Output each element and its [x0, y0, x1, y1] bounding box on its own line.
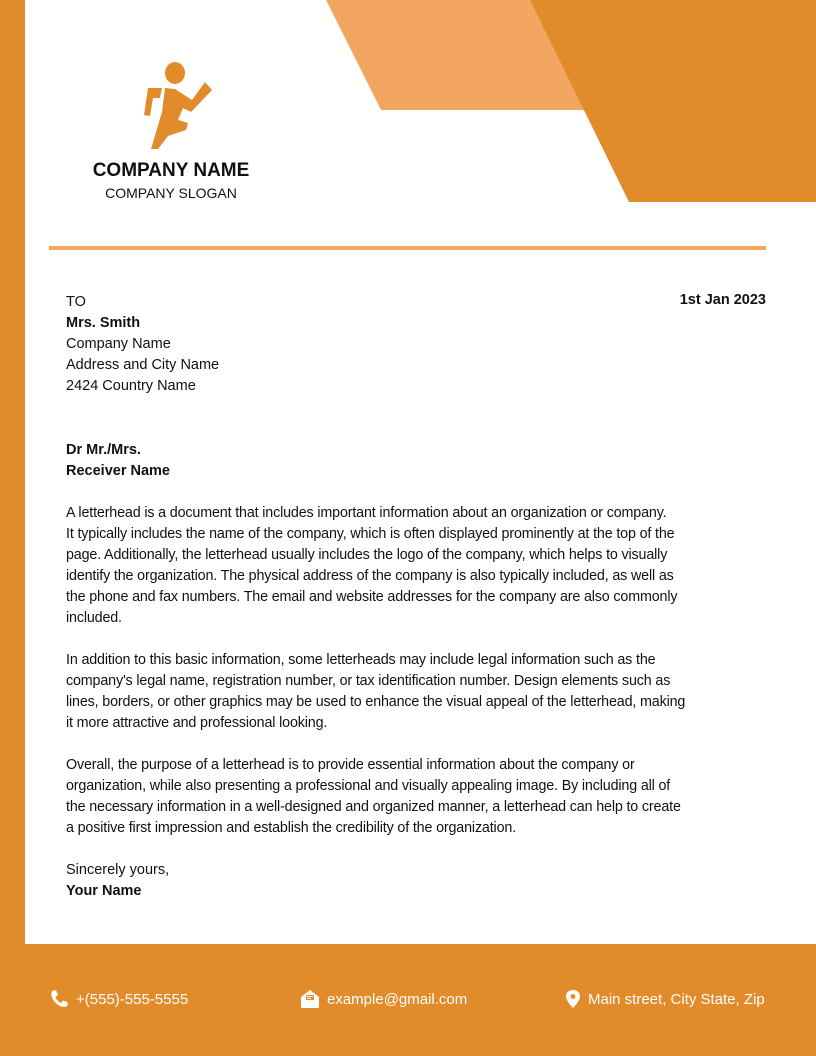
- body-line: page. Additionally, the letterhead usually includes the logo of the company, which helps to visually: [66, 547, 668, 563]
- body-line: it more attractive and professional looking.: [66, 715, 328, 731]
- recipient-company: Company Name: [66, 336, 171, 352]
- phone-text: +(555)-555-5555: [76, 990, 189, 1008]
- recipient-name: Mrs. Smith: [66, 315, 141, 331]
- body-line: identify the organization. The physical address of the company is also typically included, as well as: [66, 568, 674, 584]
- recipient-address: Address and City Name: [66, 357, 220, 373]
- letter-date: 1st Jan 2023: [679, 292, 766, 308]
- body-line: lines, borders, or other graphics may be used to enhance the visual appeal of the letterhead, making: [66, 694, 686, 710]
- body-line: company's legal name, registration number, or tax identification number. Design elements such as: [66, 673, 671, 689]
- recipient-country: 2424 Country Name: [66, 378, 196, 394]
- body-line: the necessary information in a well-designed and organized manner, a letterhead can help to create: [66, 799, 681, 815]
- company-slogan: COMPANY SLOGAN: [105, 185, 237, 201]
- recipient-block: [66, 292, 219, 397]
- address-text: Main street, City State, Zip: [588, 990, 765, 1008]
- phone-icon: [49, 989, 69, 1009]
- salutation: [66, 440, 170, 482]
- footer-address: [565, 989, 765, 1009]
- letter-body: [66, 503, 685, 860]
- body-line: organization, while also presenting a professional and visually appealing image. By including all of: [66, 778, 671, 794]
- email-text: example@gmail.com: [327, 990, 468, 1008]
- body-line: included.: [66, 610, 122, 626]
- body-paragraph: [66, 503, 685, 629]
- salutation-line1: Dr Mr./Mrs.: [66, 442, 141, 458]
- body-line: It typically includes the name of the company, which is often displayed prominently at the top of the: [66, 526, 675, 542]
- envelope-open-icon: [300, 989, 320, 1009]
- runner-logo-icon: [120, 60, 220, 155]
- signer-name: Your Name: [66, 883, 142, 899]
- header-divider: [49, 246, 766, 250]
- closing: [66, 860, 169, 902]
- company-name: COMPANY NAME: [92, 160, 250, 181]
- body-line: A letterhead is a document that includes important information about an organization or company.: [66, 505, 667, 521]
- body-line: a positive first impression and establish the credibility of the organization.: [66, 820, 517, 836]
- body-paragraph: [66, 755, 685, 839]
- footer-phone: [49, 989, 188, 1009]
- footer-email: [300, 989, 467, 1009]
- body-line: the phone and fax numbers. The email and website addresses for the company are also commonly: [66, 589, 678, 605]
- to-label: TO: [66, 294, 86, 310]
- salutation-line2: Receiver Name: [66, 463, 170, 479]
- map-pin-icon: [565, 989, 581, 1009]
- closing-line: Sincerely yours,: [66, 862, 170, 878]
- body-paragraph: [66, 650, 685, 734]
- footer: [0, 944, 816, 1056]
- body-line: In addition to this basic information, some letterheads may include legal information such as the: [66, 652, 656, 668]
- body-line: Overall, the purpose of a letterhead is to provide essential information about the company or: [66, 757, 635, 773]
